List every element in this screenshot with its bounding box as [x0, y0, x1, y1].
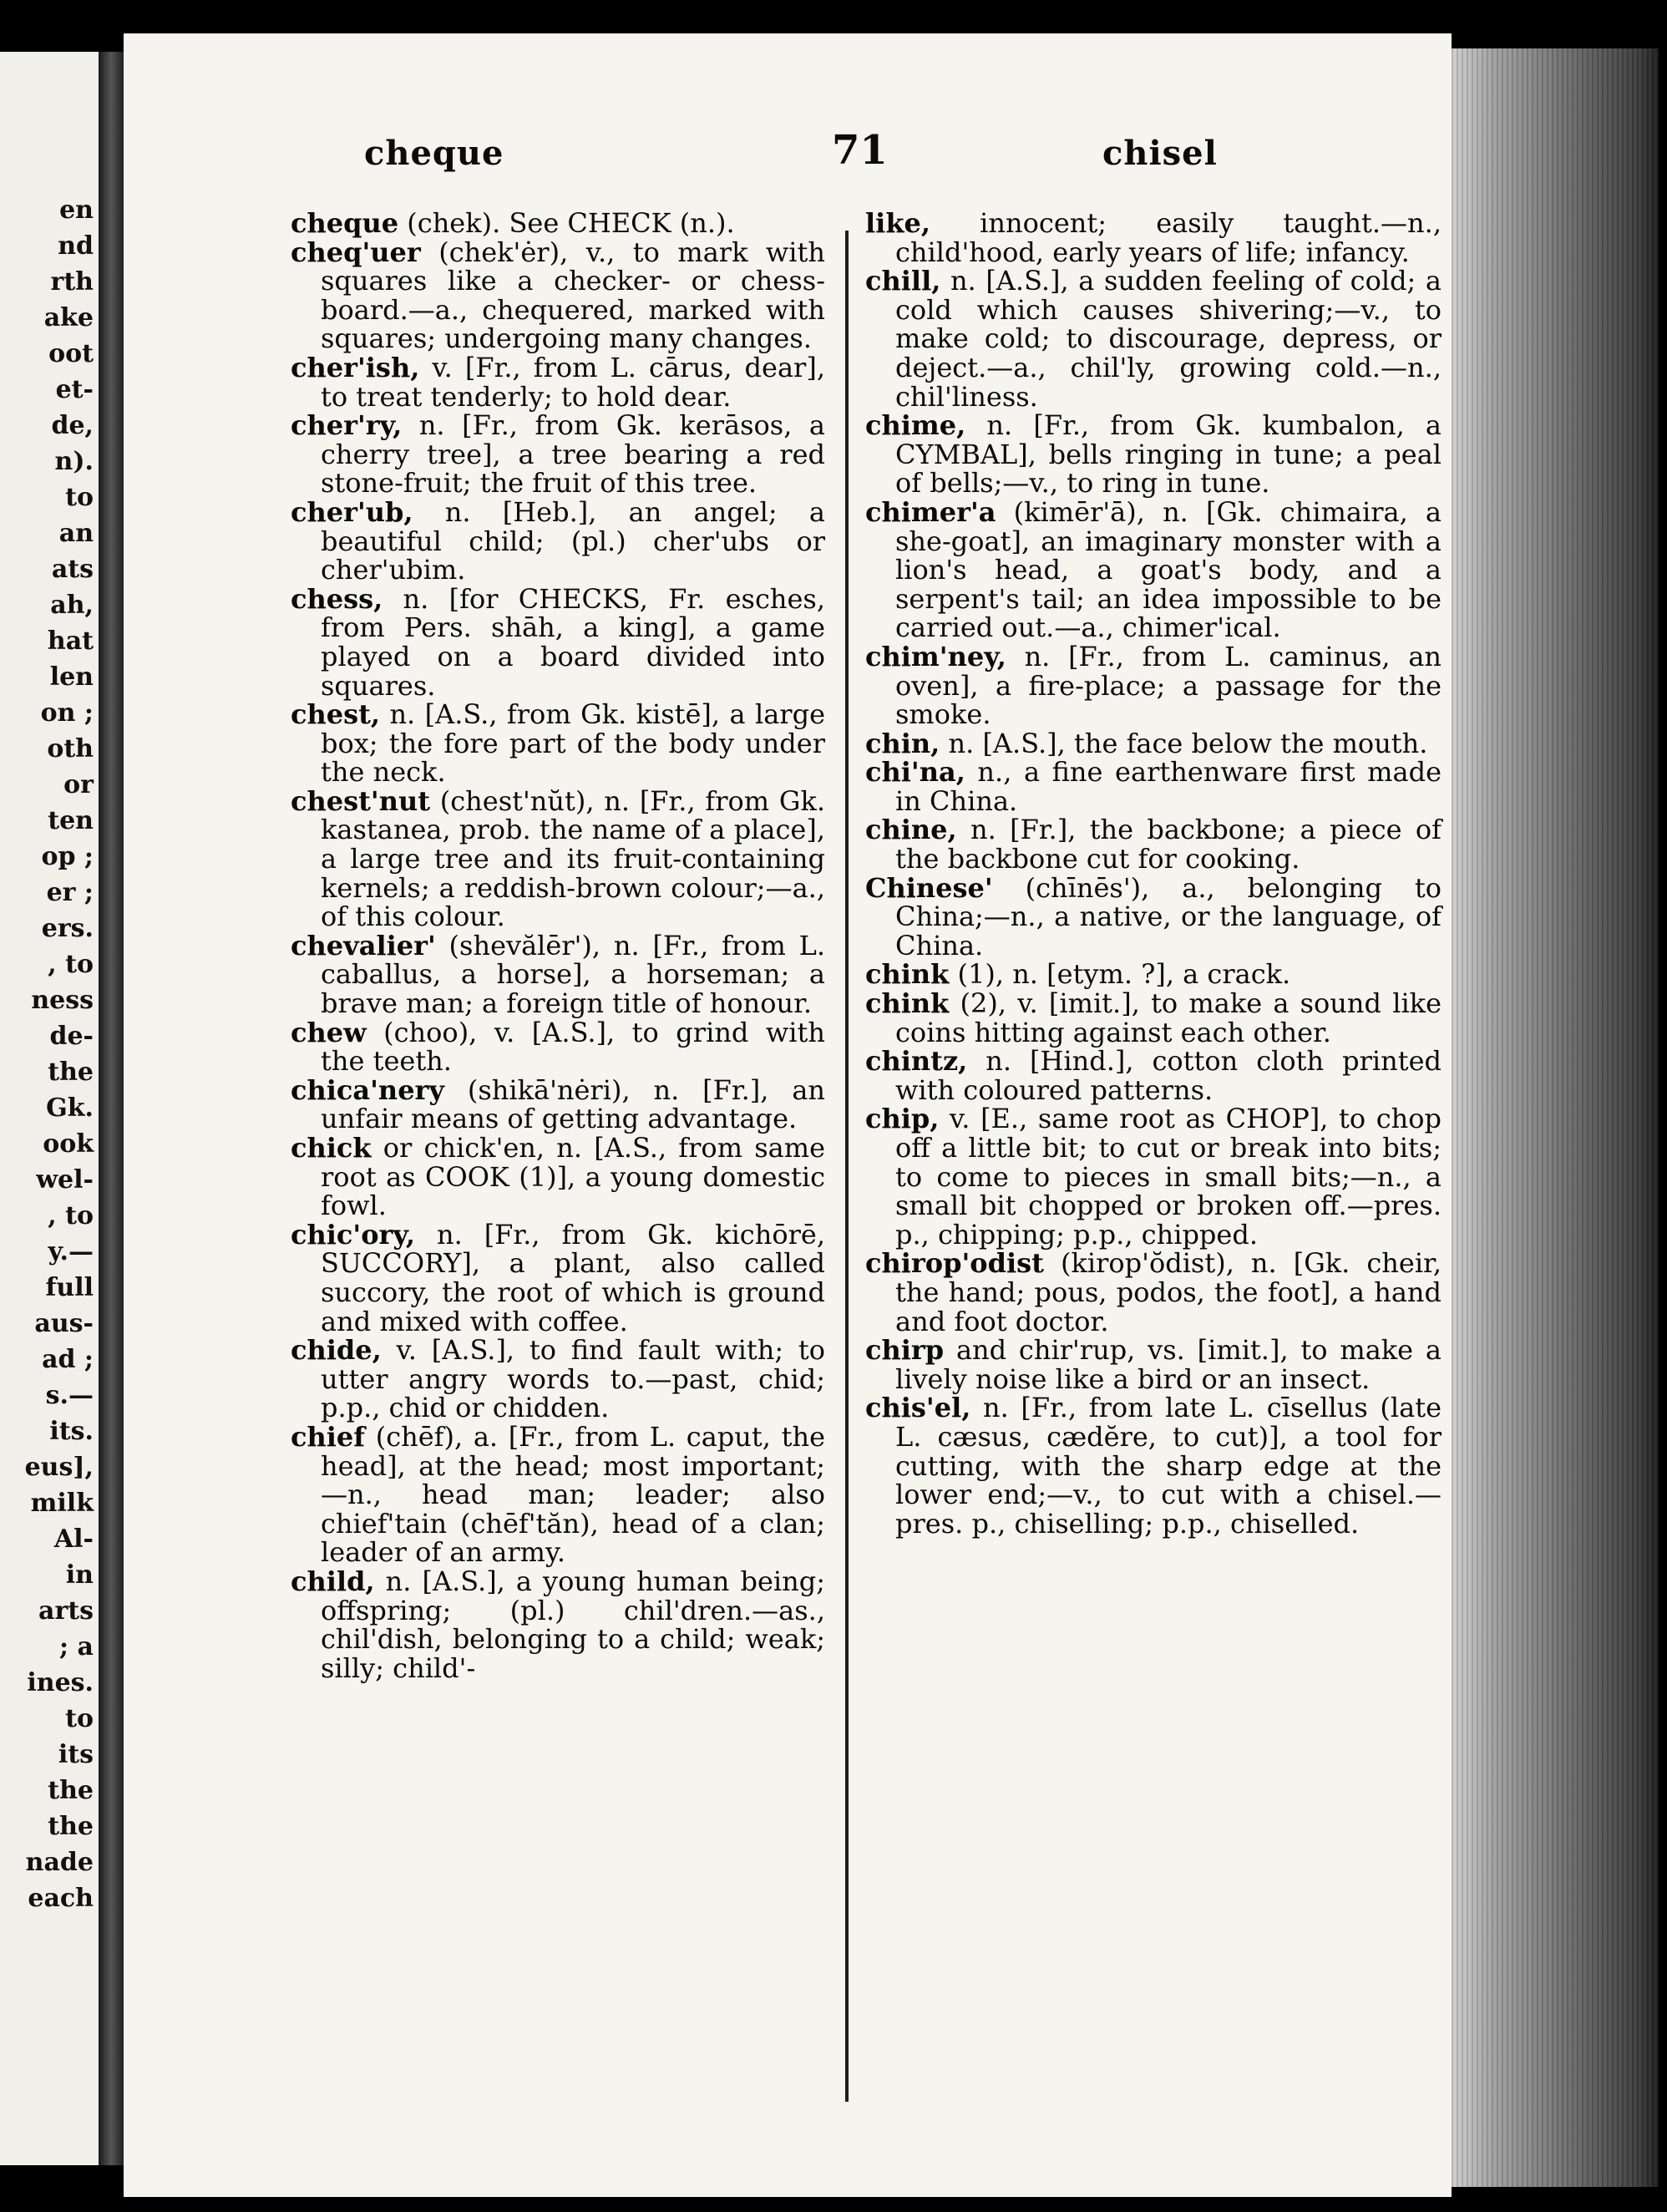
entry-definition: (kirop'ŏdist), n. [Gk. cheir, the hand; pous, podos, the foot], a hand and foot doctor.: [895, 1247, 1442, 1337]
entry-definition: n. [A.S.], the face below the mouth.: [940, 727, 1428, 759]
previous-page-fragment: arts: [38, 1596, 94, 1626]
entry-definition: (kimēr'ā), n. [Gk. chimaira, a she-goat], an imaginary monster with a lion's head, a goat's body, and a serpent's tail; an idea impossible to be carried out.—a., chimer'ical.: [895, 495, 1442, 644]
entry-definition: and chir'rup, vs. [imit.], to make a lively noise like a bird or an insect.: [895, 1334, 1442, 1395]
right-column: [865, 209, 1442, 1538]
dictionary-entry: [291, 209, 825, 238]
book-gutter: [99, 52, 124, 2165]
entry-definition: (shevălēr'), n. [Fr., from L. caballus, a horse], a horseman; a brave man; a foreign title of honour.: [321, 929, 825, 1020]
previous-page-fragment: ers.: [41, 914, 94, 943]
entry-headword: chess,: [291, 582, 383, 615]
previous-page-fragment: oth: [47, 734, 94, 764]
previous-page-fragment: ah,: [50, 591, 94, 620]
entry-headword: chew: [291, 1016, 367, 1048]
entry-definition: (shikā'nėri), n. [Fr.], an unfair means of getting advantage.: [321, 1073, 825, 1135]
entry-headword: chic'ory,: [291, 1218, 416, 1251]
entry-headword: chill,: [865, 265, 941, 297]
dictionary-entry: [865, 960, 1442, 989]
dictionary-entry: [865, 1393, 1442, 1538]
previous-page-fragment: , to: [48, 1201, 94, 1230]
entry-definition: (1), n. [etym. ?], a crack.: [949, 958, 1291, 991]
dictionary-entry: [291, 1073, 825, 1135]
entry-headword: chi'na,: [865, 756, 965, 789]
entry-headword: chest'nut: [291, 784, 431, 817]
entry-definition: (choo), v. [A.S.], to grind with the teeth.: [321, 1016, 825, 1078]
previous-page-strip: [0, 52, 99, 2165]
dictionary-entry: [865, 411, 1442, 498]
entry-definition: innocent; easily taught.—n., child'hood, early years of life; infancy.: [895, 207, 1442, 268]
previous-page-fragment: hat: [47, 627, 94, 656]
entry-headword: chim'ney,: [865, 640, 1006, 672]
dictionary-entry: [291, 1134, 825, 1220]
left-column: [291, 209, 825, 1682]
previous-page-fragment: ook: [43, 1129, 94, 1159]
entry-definition: n., a fine earthenware first made in China.: [895, 756, 1442, 817]
entry-definition: n. [A.S., from Gk. kistē], a large box; the fore part of the body under the neck.: [321, 698, 825, 789]
previous-page-fragment: , to: [48, 950, 94, 979]
dictionary-entry: [291, 1420, 825, 1569]
entry-definition: n. [Hind.], cotton cloth printed with coloured patterns.: [895, 1045, 1442, 1106]
dictionary-entry: [291, 411, 825, 498]
previous-page-fragment: ines.: [27, 1668, 94, 1697]
entry-definition: (chek'ėr), v., to mark with squares like a checker- or chess-board.—a., chequered, marked with squares; undergoing many changes.: [321, 236, 825, 355]
dictionary-entry: [865, 209, 1442, 266]
entry-definition: n. [for CHECKS, Fr. esches, from Pers. shāh, a king], a game played on a board divided into squares.: [321, 582, 825, 702]
dictionary-entry: [865, 815, 1442, 873]
entry-definition: (2), v. [imit.], to make a sound like coins hitting against each other.: [895, 987, 1442, 1048]
entry-headword: like,: [865, 207, 930, 239]
dictionary-entry: [865, 266, 1442, 411]
previous-page-fragment: its.: [49, 1417, 94, 1446]
dictionary-entry: [291, 353, 825, 411]
entry-headword: cher'ish,: [291, 351, 420, 383]
entry-definition: or chick'en, n. [A.S., from same root as COOK (1)], a young domestic fowl.: [321, 1132, 825, 1222]
entry-headword: chirop'odist: [865, 1247, 1044, 1280]
page-fore-edge: [1452, 48, 1659, 2187]
entry-headword: chide,: [291, 1334, 382, 1367]
previous-page-fragment: wel-: [36, 1165, 94, 1195]
previous-page-fragment: de,: [51, 411, 94, 440]
previous-page-fragment: s.—: [45, 1381, 94, 1410]
dictionary-entry: [865, 871, 1442, 961]
previous-page-fragment: y.—: [48, 1237, 94, 1266]
previous-page-fragment: Al-: [53, 1525, 94, 1554]
entry-definition: n. [Fr., from Gk. kichōrē, SUCCORY], a plant, also called succory, the root of which is ground and mixed with coffee.: [321, 1218, 825, 1337]
entry-definition: (chēf), a. [Fr., from L. caput, the head], at the head; most important;—n., head man; leader; also chief'tain (chēf'tăn), head of a clan; leader of an army.: [321, 1420, 825, 1569]
previous-page-fragment: to: [65, 483, 94, 512]
dictionary-page: [124, 33, 1452, 2197]
entry-headword: chintz,: [865, 1045, 968, 1078]
entry-definition: n. [A.S.], a young human being; offspring; (pl.) chil'dren.—as., chil'dish, belonging to a child; weak; silly; child'-: [321, 1565, 825, 1684]
previous-page-fragment: rth: [50, 267, 94, 297]
running-head-right: chisel: [1102, 134, 1218, 173]
entry-headword: chis'el,: [865, 1392, 971, 1424]
entry-definition: v. [A.S.], to find fault with; to utter angry words to.—past, chid; p.p., chid or chidden.: [321, 1334, 825, 1424]
entry-headword: Chinese': [865, 871, 993, 904]
entry-definition: n. [Fr., from late L. cīsellus (late L. cæsus, cædĕre, to cut)], a tool for cutting, with the sharp edge at the lower end;—v., to cut with a chisel.—pres. p., chiselling; p.p., chiselled.: [895, 1392, 1442, 1540]
entry-headword: chine,: [865, 814, 957, 846]
previous-page-fragment: et-: [55, 375, 94, 404]
previous-page-fragment: the: [48, 1812, 94, 1841]
dictionary-entry: [291, 700, 825, 787]
entry-definition: n. [A.S.], a sudden feeling of cold; a cold which causes shivering;—v., to make cold; to discourage, depress, or deject.—a., chil'ly, growing cold.—n., chil'liness.: [895, 265, 1442, 413]
previous-page-fragment: ten: [48, 806, 94, 835]
entry-headword: cher'ub,: [291, 495, 413, 528]
previous-page-fragment: oot: [48, 339, 94, 368]
dictionary-entry: [865, 758, 1442, 815]
dictionary-entry: [291, 931, 825, 1018]
running-head-left: cheque: [364, 134, 504, 173]
previous-page-fragment: de-: [49, 1022, 94, 1051]
previous-page-fragment: full: [45, 1273, 94, 1302]
dictionary-entry: [865, 1249, 1442, 1336]
entry-definition: (chest'nŭt), n. [Fr., from Gk. kastanea, prob. the name of a place], a large tree and its fruit-containing kernels; a reddish-brown colour;—a., of this colour.: [321, 784, 825, 933]
dictionary-entry: [291, 238, 825, 353]
previous-page-fragment: aus-: [34, 1309, 94, 1338]
dictionary-entry: [865, 1104, 1442, 1249]
previous-page-fragment: n).: [54, 447, 94, 476]
entry-definition: v. [Fr., from L. cārus, dear], to treat tenderly; to hold dear.: [321, 351, 825, 413]
entry-headword: chink: [865, 987, 950, 1020]
dictionary-entry: [291, 784, 825, 933]
previous-page-fragment: or: [63, 770, 94, 799]
entry-headword: chip,: [865, 1103, 940, 1135]
dictionary-entry: [865, 642, 1442, 729]
dictionary-entry: [865, 1336, 1442, 1393]
entry-definition: n. [Heb.], an angel; a beautiful child; (pl.) cher'ubs or cher'ubim.: [321, 495, 825, 586]
entry-headword: cheque: [291, 207, 399, 239]
entry-definition: n. [Fr.], the backbone; a piece of the backbone cut for cooking.: [895, 814, 1442, 875]
entry-headword: chica'nery: [291, 1073, 444, 1106]
entry-definition: n. [Fr., from L. caminus, an oven], a fire-place; a passage for the smoke.: [895, 640, 1442, 731]
previous-page-fragment: Gk.: [46, 1093, 94, 1123]
previous-page-fragment: len: [49, 662, 94, 692]
entry-headword: chevalier': [291, 929, 436, 961]
previous-page-text: [25, 192, 94, 1916]
page-number: 71: [832, 127, 888, 174]
dictionary-entry: [865, 1047, 1442, 1104]
entry-headword: cher'ry,: [291, 409, 403, 442]
dictionary-entry: [865, 989, 1442, 1047]
entry-headword: chimer'a: [865, 495, 996, 528]
entry-headword: chime,: [865, 409, 966, 442]
entry-headword: chin,: [865, 727, 940, 759]
entry-headword: chick: [291, 1132, 372, 1164]
previous-page-fragment: er ;: [46, 878, 94, 907]
page-edge-stripes: [1452, 48, 1659, 2187]
previous-page-fragment: ake: [43, 303, 94, 332]
previous-page-fragment: ness: [31, 986, 94, 1015]
dictionary-entry: [291, 1567, 825, 1682]
entry-headword: chest,: [291, 698, 381, 731]
previous-page-fragment: an: [58, 519, 94, 548]
previous-page-fragment: en: [59, 195, 94, 225]
previous-page-fragment: ats: [51, 555, 94, 584]
entry-headword: chief: [291, 1420, 366, 1453]
previous-page-fragment: each: [28, 1884, 94, 1913]
previous-page-fragment: on ;: [40, 698, 94, 728]
entry-definition: (chīnēs'), a., belonging to China;—n., a native, or the language, of China.: [895, 871, 1442, 961]
entry-definition: v. [E., same root as CHOP], to chop off a little bit; to cut or break into bits; to come to pieces in small bits;—n., a small bit chopped or broken off.—pres. p., chipping; p.p., chipped.: [895, 1103, 1442, 1251]
dictionary-entry: [291, 582, 825, 702]
previous-page-fragment: its: [58, 1740, 94, 1769]
previous-page-fragment: nd: [58, 231, 94, 261]
dictionary-entry: [865, 729, 1442, 758]
previous-page-fragment: to: [65, 1704, 94, 1733]
previous-page-fragment: ; a: [59, 1632, 94, 1662]
entry-definition: n. [Fr., from Gk. kumbalon, a CYMBAL], bells ringing in tune; a peal of bells;—v., to ring in tune.: [895, 409, 1442, 500]
dictionary-entry: [291, 1018, 825, 1076]
previous-page-fragment: in: [65, 1560, 94, 1590]
previous-page-fragment: the: [48, 1058, 94, 1087]
previous-page-fragment: the: [48, 1776, 94, 1805]
previous-page-fragment: eus],: [24, 1453, 94, 1482]
entry-headword: cheq'uer: [291, 236, 421, 268]
entry-headword: chirp: [865, 1334, 945, 1367]
dictionary-entry: [865, 495, 1442, 644]
dictionary-entry: [291, 495, 825, 586]
entry-headword: chink: [865, 958, 950, 991]
column-divider: [845, 231, 849, 2102]
previous-page-fragment: milk: [30, 1489, 94, 1518]
entry-definition: (chek). See CHECK (n.).: [398, 207, 735, 239]
dictionary-entry: [291, 1220, 825, 1336]
entry-headword: child,: [291, 1565, 375, 1597]
previous-page-fragment: nade: [25, 1848, 94, 1877]
entry-definition: n. [Fr., from Gk. kerāsos, a cherry tree], a tree bearing a red stone-fruit; the fruit of this tree.: [321, 409, 825, 500]
previous-page-fragment: op ;: [41, 842, 94, 871]
previous-page-fragment: ad ;: [42, 1345, 94, 1374]
dictionary-entry: [291, 1336, 825, 1423]
